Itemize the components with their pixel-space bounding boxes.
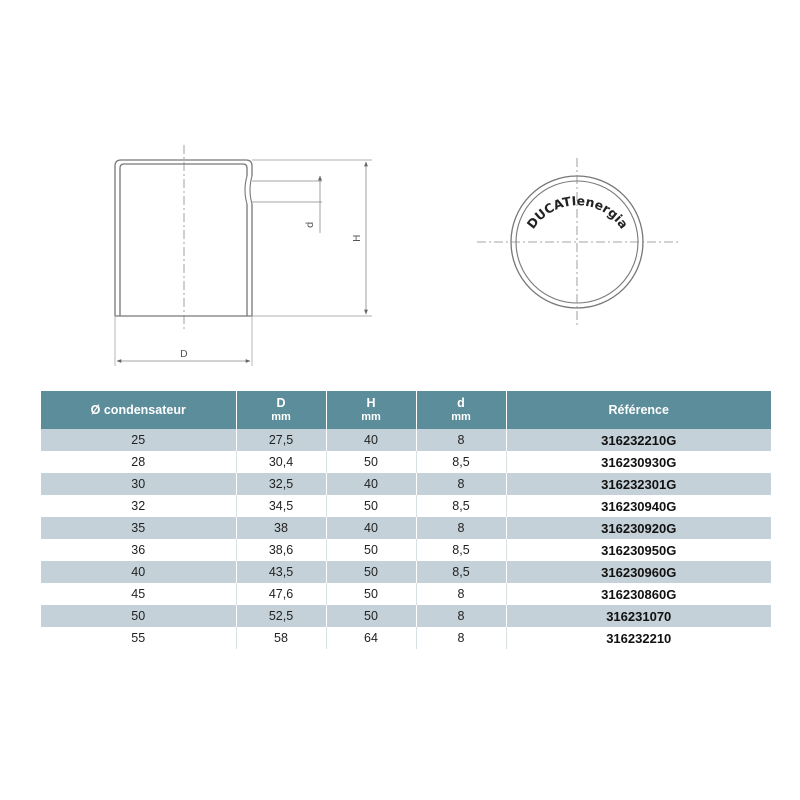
cell-reference: 316230930G [506, 451, 771, 473]
cell-h: 50 [326, 605, 416, 627]
table-row [41, 495, 771, 517]
cell-h: 50 [326, 539, 416, 561]
table-row [41, 473, 771, 495]
cell-d-large: 27,5 [236, 429, 326, 451]
cell-d-small: 8 [416, 429, 506, 451]
cell-diametre: 50 [41, 605, 236, 627]
header-h: H mm [326, 391, 416, 429]
cell-h: 40 [326, 517, 416, 539]
cell-reference: 316231070 [506, 605, 771, 627]
table-row [41, 627, 771, 649]
cell-d-small: 8,5 [416, 539, 506, 561]
cell-h: 64 [326, 627, 416, 649]
cell-d-large: 38,6 [236, 539, 326, 561]
cell-reference: 316232210 [506, 627, 771, 649]
table-row [41, 517, 771, 539]
dimension-h [252, 160, 372, 316]
dimension-big-d [115, 316, 252, 366]
cell-diametre: 36 [41, 539, 236, 561]
cell-d-small: 8,5 [416, 451, 506, 473]
cell-d-small: 8,5 [416, 561, 506, 583]
cell-d-large: 58 [236, 627, 326, 649]
cell-h: 50 [326, 495, 416, 517]
dimension-d-label: d [305, 221, 316, 228]
cell-diametre: 45 [41, 583, 236, 605]
cell-d-large: 52,5 [236, 605, 326, 627]
dimensions-table [41, 391, 771, 649]
technical-drawing [0, 0, 800, 375]
cell-d-small: 8,5 [416, 495, 506, 517]
cell-d-small: 8 [416, 473, 506, 495]
cell-h: 40 [326, 429, 416, 451]
table-row [41, 605, 771, 627]
header-reference: Référence [506, 391, 771, 429]
cell-d-large: 34,5 [236, 495, 326, 517]
cell-h: 50 [326, 583, 416, 605]
top-view [477, 158, 678, 326]
cell-h: 50 [326, 561, 416, 583]
cell-d-large: 38 [236, 517, 326, 539]
table-row [41, 561, 771, 583]
cell-reference: 316230860G [506, 583, 771, 605]
cell-reference: 316230960G [506, 561, 771, 583]
cell-h: 40 [326, 473, 416, 495]
cell-d-large: 43,5 [236, 561, 326, 583]
header-diametre: Ø condensateur [41, 391, 236, 429]
cell-d-small: 8 [416, 627, 506, 649]
cell-reference: 316232301G [506, 473, 771, 495]
cell-reference: 316230940G [506, 495, 771, 517]
dimension-big-d-label: D [180, 349, 188, 360]
brand-logo: DUCATIenergia [523, 193, 632, 232]
header-d-large: D mm [236, 391, 326, 429]
table-row [41, 429, 771, 451]
cell-diametre: 30 [41, 473, 236, 495]
cell-d-large: 32,5 [236, 473, 326, 495]
cell-diametre: 32 [41, 495, 236, 517]
cell-d-large: 47,6 [236, 583, 326, 605]
dimension-d [305, 176, 320, 233]
cell-reference: 316232210G [506, 429, 771, 451]
table-row [41, 451, 771, 473]
header-d-small: d mm [416, 391, 506, 429]
dimensions-table-container [41, 391, 771, 649]
table-row [41, 539, 771, 561]
cell-diametre: 28 [41, 451, 236, 473]
cell-d-small: 8 [416, 605, 506, 627]
cell-diametre: 25 [41, 429, 236, 451]
cell-reference: 316230920G [506, 517, 771, 539]
cell-d-large: 30,4 [236, 451, 326, 473]
cell-d-small: 8 [416, 517, 506, 539]
cell-diametre: 35 [41, 517, 236, 539]
side-view [115, 145, 322, 332]
cell-diametre: 55 [41, 627, 236, 649]
cell-diametre: 40 [41, 561, 236, 583]
cell-reference: 316230950G [506, 539, 771, 561]
cell-h: 50 [326, 451, 416, 473]
table-header-row [41, 391, 771, 429]
cell-d-small: 8 [416, 583, 506, 605]
table-row [41, 583, 771, 605]
dimension-h-label: H [352, 234, 363, 242]
